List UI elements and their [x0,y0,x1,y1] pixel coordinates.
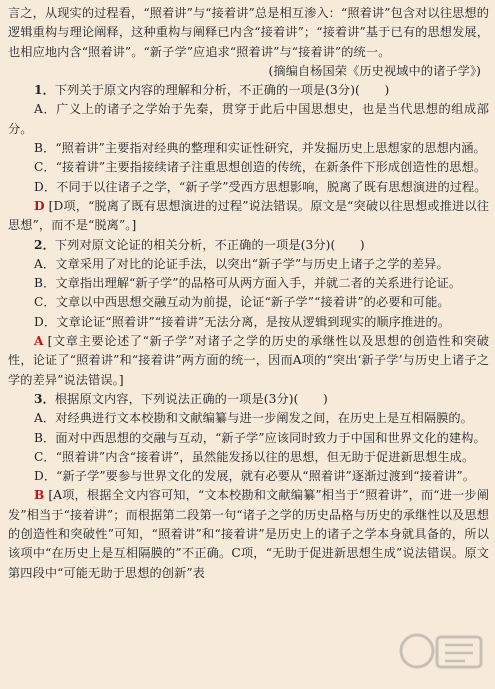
question-2-option-a: A．文章采用了对比的论证手法，以突出“新子学”与历史上诸子之学的差异。 [34,256,449,271]
answer-3-explanation: [A项，根据全文内容可知，“文本校勘和文献编纂”相当于“照着讲”，而“进一步阐发”相当于“接着讲”；而根据第二段第一句“诸子之学的历史品格与历史的承继性以及思想的创造性和突破性”可知，“照着讲”和“接着讲”是历史上的诸子之学本身就具备的，所以该项中“在历史上是互相隔膜的”不正确。C项，“无助于促进新思想生成”说法错误。原文第四段中“可能无助于思想的创新”表 [8,488,489,580]
answer-3 [8,486,489,582]
question-3-stem: 根据原文内容，下列说法正确的一项是(3分)( ) [54,391,328,406]
question-1-stem: 下列关于原文内容的理解和分析，不正确的一项是(3分)( ) [54,83,390,98]
answer-2 [8,332,489,390]
watermark-logo-icon [397,627,487,679]
question-1 [8,81,489,100]
question-2-option-b: B．文章指出理解“新子学”的品格可从两方面入手，并就二者的关系进行论证。 [34,276,462,291]
question-1-number: 1． [34,83,55,98]
question-2-number: 2． [34,237,55,252]
question-2-option-c: C．文章以中西思想交融互动为前提，论证“新子学”“接着讲”的必要和可能。 [34,295,450,310]
passage-source: (摘编自杨国荣《历史视域中的诸子学》) [268,63,481,78]
question-1-option-c: C．“接着讲”主要指接续诸子注重思想创造的传统，在新条件下形成创造性的思想。 [34,160,487,175]
answer-1 [8,197,489,236]
question-2-stem: 下列对原文论证的相关分析，不正确的一项是(3分)( ) [54,237,365,252]
question-3-option-d: D．“新子学”要参与世界文化的发展，就有必要从“照着讲”逐渐过渡到“接着讲”。 [34,469,476,484]
question-3 [8,390,489,409]
question-3-option-c: C．“照着讲”内含“接着讲”，虽然能发扬以往的思想，但无助于促进新思想生成。 [34,449,475,464]
question-3-option-a: A．对经典进行文本校勘和文献编纂与进一步阐发之间，在历史上是互相隔膜的。 [34,411,473,426]
question-2 [8,236,489,255]
answer-1-explanation: [D项，“脱离了既有思想演进的过程”说法错误。原文是“突破以往思想或推进以往思想”，而不是“脱离”。] [8,198,489,233]
question-3-option-b: B．面对中西思想的交融与互动，“新子学”应该同时致力于中国和世界文化的建构。 [34,430,486,445]
answer-1-letter: D [34,198,45,213]
answer-2-explanation: [文章主要论述了“新子学”对诸子之学的历史的承继性以及思想的创造性和突破性，论证了“照着讲”和“接着讲”两方面的统一，因而A项的“突出‘新子学’与历史上诸子之学的差异”说法错误。] [8,334,489,387]
answer-2-letter: A [34,334,44,349]
question-1-option-d: D．不同于以往诸子之学，“新子学”受西方思想影响，脱离了既有思想演进的过程。 [34,179,487,194]
question-2-option-d: D．文章论证“照着讲”“接着讲”无法分离，是按从逻辑到现实的顺序推进的。 [34,314,451,329]
question-3-number: 3． [34,391,55,406]
answer-3-letter: B [34,488,45,503]
passage-ending: 言之，从现实的过程看，“照着讲”与“接着讲”总是相互渗入：“照着讲”包含对以往思想的逻辑重构与理论阐释，这种重构与阐释已内含“接着讲”；“接着讲”基于已有的思想发展，也相应地内含“照着讲”。“新子学”应追求“照着讲”与“接着讲”的统一。 [8,6,489,59]
question-1-option-b: B．“照着讲”主要指对经典的整理和实证性研究，并发掘历史上思想家的思想内涵。 [34,141,486,156]
question-1-option-a: A．广义上的诸子之学始于先秦，贯穿于此后中国思想史，也是当代思想的组成部分。 [8,102,489,136]
